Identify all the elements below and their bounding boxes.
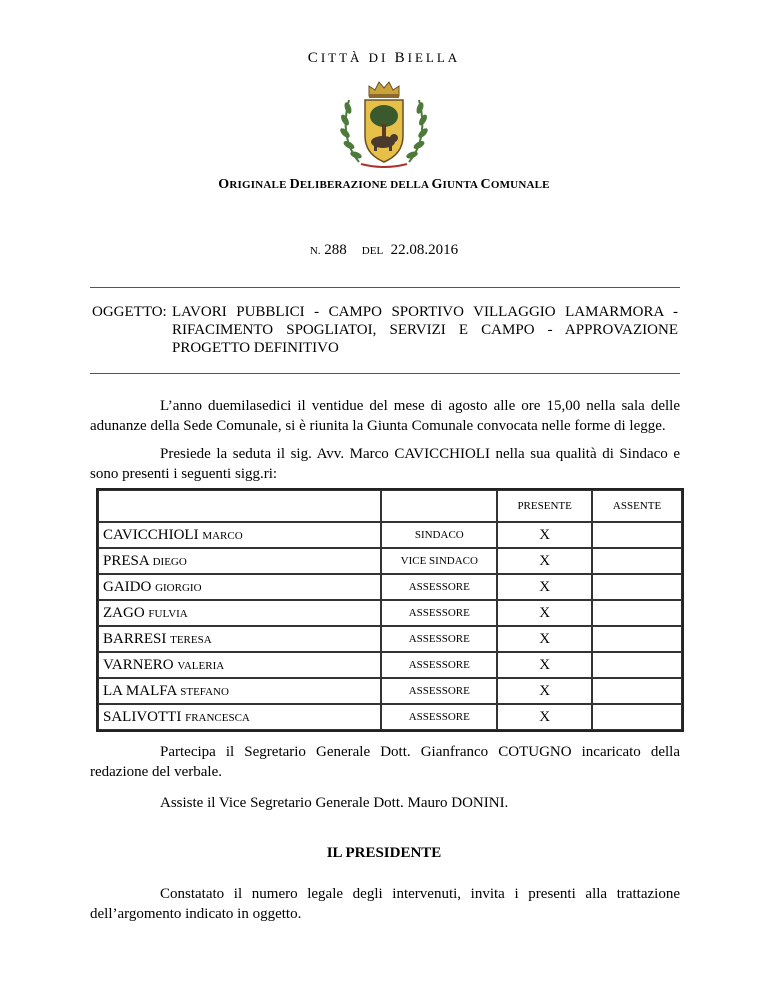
member-name: ZAGO FULVIA <box>98 600 381 626</box>
partecipa-paragraph: Partecipa il Segretario Generale Dott. Gianfranco COTUGNO incaricato della redazione del verbale. <box>90 744 680 780</box>
city-name: CITTÀ DI BIELLA <box>307 50 461 66</box>
constatato-paragraph: Constatato il numero legale degli intervenuti, invita i presenti alla trattazione dell’argomento indicato in oggetto. <box>90 886 680 922</box>
member-name: VARNERO VALERIA <box>98 652 381 678</box>
assente-mark <box>592 626 682 652</box>
table-row <box>98 704 682 730</box>
presente-mark: X <box>497 626 592 652</box>
presente-mark: X <box>497 652 592 678</box>
assente-mark <box>592 574 682 600</box>
oggetto-line-2: RIFACIMENTO SPOGLIATOI, SERVIZI E CAMPO - APPROVAZIONE <box>172 322 678 338</box>
oggetto-line-3: PROGETTO DEFINITIVO <box>172 340 339 356</box>
oggetto-line-1: LAVORI PUBBLICI - CAMPO SPORTIVO VILLAGGIO LAMARMORA - <box>172 304 678 320</box>
delibera-date: 22.08.2016 <box>390 242 459 258</box>
intro-paragraph: L’anno duemilasedici il ventidue del mese di agosto alle ore 15,00 nella sala delle adunanze della Sede Comunale, si è riunita la Giunta Comunale convocata nelle forme di legge. <box>90 398 680 434</box>
table-row <box>98 652 682 678</box>
member-role: ASSESSORE <box>381 626 497 652</box>
table-row <box>98 626 682 652</box>
presidente-heading: IL PRESIDENTE <box>326 845 442 861</box>
oggetto-label: OGGETTO: <box>92 304 167 320</box>
number-label: N. <box>309 245 321 257</box>
oggetto-block <box>92 303 678 357</box>
member-role: ASSESSORE <box>381 600 497 626</box>
member-role: ASSESSORE <box>381 652 497 678</box>
table-row <box>98 678 682 704</box>
header-presente: PRESENTE <box>497 490 592 522</box>
assente-mark <box>592 704 682 730</box>
assente-mark <box>592 600 682 626</box>
table-row <box>98 600 682 626</box>
assente-mark <box>592 548 682 574</box>
divider-top <box>90 287 680 288</box>
presiede-paragraph: Presiede la seduta il sig. Avv. Marco CAVICCHIOLI nella sua qualità di Sindaco e sono presenti i seguenti sigg.ri: <box>90 446 680 482</box>
presente-mark: X <box>497 704 592 730</box>
member-role: ASSESSORE <box>381 704 497 730</box>
member-role: VICE SINDACO <box>381 548 497 574</box>
presente-mark: X <box>497 522 592 548</box>
member-name: CAVICCHIOLI MARCO <box>98 522 381 548</box>
assente-mark <box>592 522 682 548</box>
document-title: ORIGINALE DELIBERAZIONE DELLA GIUNTA COMUNALE <box>218 177 550 192</box>
table-row <box>98 548 682 574</box>
presente-mark: X <box>497 600 592 626</box>
presente-mark: X <box>497 574 592 600</box>
member-name: GAIDO GIORGIO <box>98 574 381 600</box>
member-role: ASSESSORE <box>381 678 497 704</box>
members-table <box>96 488 684 732</box>
member-role: SINDACO <box>381 522 497 548</box>
presente-mark: X <box>497 678 592 704</box>
city-crest-icon <box>331 78 437 170</box>
assente-mark <box>592 652 682 678</box>
table-row <box>98 522 682 548</box>
member-name: PRESA DIEGO <box>98 548 381 574</box>
assiste-paragraph: Assiste il Vice Segretario Generale Dott. Mauro DONINI. <box>160 795 509 811</box>
delibera-number-date <box>0 242 768 259</box>
assente-mark <box>592 678 682 704</box>
table-header-row <box>98 490 682 522</box>
table-row <box>98 574 682 600</box>
presente-mark: X <box>497 548 592 574</box>
delibera-number: 288 <box>324 242 347 258</box>
member-name: BARRESI TERESA <box>98 626 381 652</box>
member-name: LA MALFA STEFANO <box>98 678 381 704</box>
header-assente: ASSENTE <box>592 490 682 522</box>
divider-bottom <box>90 373 680 374</box>
member-role: ASSESSORE <box>381 574 497 600</box>
member-name: SALIVOTTI FRANCESCA <box>98 704 381 730</box>
date-label: DEL <box>361 245 384 257</box>
